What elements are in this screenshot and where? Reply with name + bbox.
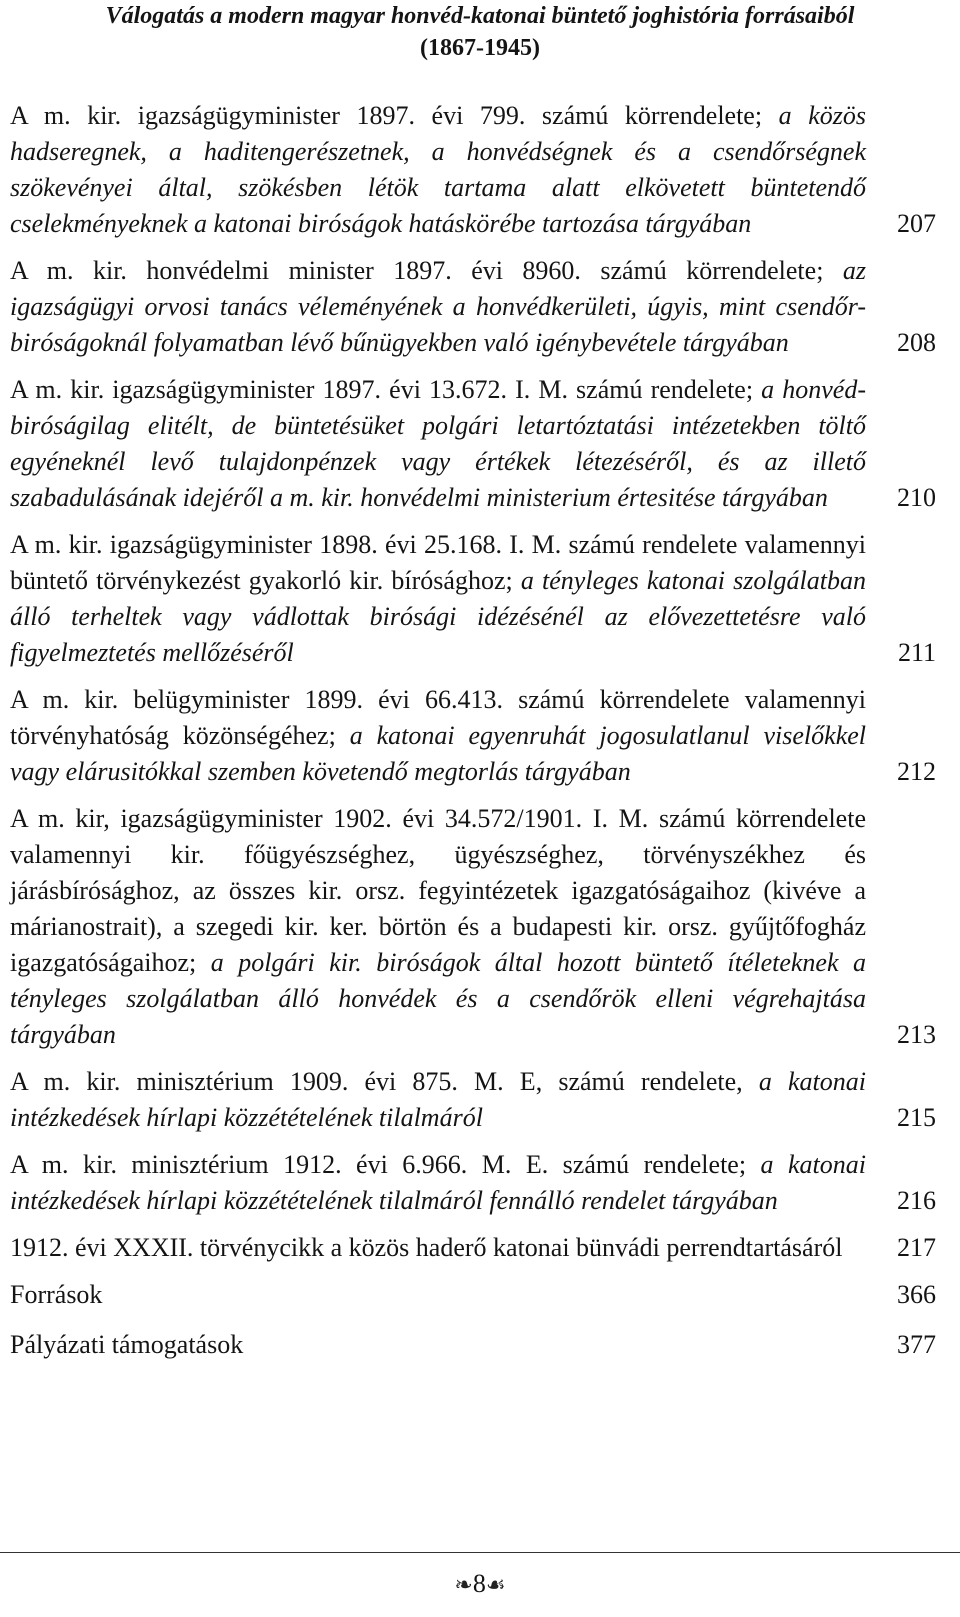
toc-entry-text — [10, 682, 866, 790]
toc-entry-italic: a katonai intézkedések hírlapi közzétételének tilalmáról fennálló rendelet tárgyában — [10, 1150, 866, 1215]
toc-entry-text — [10, 1327, 866, 1363]
toc-page-number: 210 — [897, 483, 936, 512]
toc-entry-text — [10, 1147, 866, 1219]
toc-page-number: 366 — [897, 1280, 936, 1309]
toc-entry-italic: a honvéd-biróságilag elitélt, de büntetésüket polgári letartóztatási intézetekben töltő egyéneknél levő tulajdonpénzek vagy értékek létezéséről, és az illető szabadulásának idejéről a m. kir. honvédelmi ministerium értesitése tárgyában — [10, 375, 866, 512]
toc-entry-plain: A m. kir. igazságügyminister 1897. évi 799. számú körrendelete; — [10, 101, 779, 130]
toc-page-number: 212 — [897, 757, 936, 786]
toc-page-number: 215 — [897, 1103, 936, 1132]
toc-entry — [10, 682, 936, 790]
toc-page-number: 217 — [897, 1233, 936, 1262]
ornament-left-icon: ❧ — [454, 1572, 473, 1597]
footer-divider — [0, 1552, 960, 1553]
toc-entry-plain: A m. kir. igazságügyminister 1898. évi 25.168. I. M. számú rendelete valamennyi büntető törvénykezést gyakorló kir. bírósághoz; — [10, 530, 866, 595]
toc-entry-plain: Források — [10, 1280, 103, 1309]
header-years: (1867-1945) — [420, 35, 540, 61]
toc-page-number: 216 — [897, 1186, 936, 1215]
toc-entry-text — [10, 1277, 866, 1313]
toc-entry-text — [10, 801, 866, 1053]
toc-entry-plain: A m. kir. minisztérium 1909. évi 875. M. E, számú rendelete, — [10, 1067, 759, 1096]
toc-entry-text — [10, 98, 866, 242]
toc-page-number: 211 — [897, 638, 936, 667]
toc-entry-plain: Pályázati támogatások — [10, 1330, 244, 1359]
toc-entry-text — [10, 1064, 866, 1136]
header-title: Válogatás a modern magyar honvéd-katonai büntető joghistória forrásaiból — [105, 3, 855, 29]
toc-entry — [10, 1147, 936, 1219]
toc-entry — [10, 1064, 936, 1136]
toc-entry — [10, 801, 936, 1053]
toc-entry-plain: A m. kir. minisztérium 1912. évi 6.966. M. E. számú rendelete; — [10, 1150, 761, 1179]
toc-entry-text — [10, 527, 866, 671]
toc-page-number: 377 — [897, 1330, 936, 1359]
toc-entry-italic: a közös hadseregnek, a haditengerészetnek, a honvédségnek és a csendőrségnek szökevényei által, szökésben létök tartama alatt elkövetett büntetendő cselekményeknek a katonai biróságok hatáskörébe tartozása tárgyában — [10, 101, 866, 238]
ornament-right-icon: ☙ — [485, 1572, 506, 1597]
toc-page-number: 208 — [897, 328, 936, 357]
toc-entry-italic: a polgári kir. biróságok által hozott büntető ítéleteknek a tényleges szolgálatban álló honvédek és a csendőrök elleni végrehajtása tárgyában — [10, 948, 866, 1049]
toc-entry — [10, 1277, 936, 1313]
toc-page-number: 213 — [897, 1020, 936, 1049]
toc-entry — [10, 1230, 936, 1266]
toc-entry — [10, 98, 936, 242]
toc-entry-plain: A m. kir, igazságügyminister 1902. évi 34.572/1901. I. M. számú körrendelete valamennyi kir. főügyészséghez, ügyészséghez, törvényszékhez és járásbírósághoz, az összes kir. orsz. fegyintézetek igazgatóságaihoz (kivéve a márianostrait), a szegedi kir. ker. börtön és a budapesti kir. orsz. gyűjtőfogház igazgatóságaihoz; — [10, 804, 866, 977]
toc-entry — [10, 253, 936, 361]
page-footer — [0, 1568, 960, 1601]
toc-page-number: 207 — [897, 209, 936, 238]
toc-entry-text — [10, 1230, 866, 1266]
toc-entry-italic: az igazságügyi orvosi tanács véleményének a honvédkerületi, úgyis, mint csendőr-biróságoknál folyamatban lévő bűnügyekben való igénybevétele tárgyában — [10, 256, 866, 357]
toc-entry — [10, 372, 936, 516]
page-number: 8 — [472, 1569, 486, 1598]
toc-entry-plain: A m. kir. igazságügyminister 1897. évi 13.672. I. M. számú rendelete; — [10, 375, 762, 404]
toc-entry-italic: a katonai intézkedések hírlapi közzétételének tilalmáról — [10, 1067, 866, 1132]
toc-entry-text — [10, 372, 866, 516]
table-of-contents — [10, 98, 936, 1377]
toc-entry-plain: A m. kir. belügyminister 1899. évi 66.413. számú körrendelete valamennyi törvényhatóság közönségéhez; — [10, 685, 866, 750]
running-header — [0, 0, 960, 64]
toc-entry — [10, 527, 936, 671]
toc-entry-text — [10, 253, 866, 361]
toc-entry — [10, 1327, 936, 1363]
toc-entry-italic: a katonai egyenruhát jogosulatlanul viselőkkel vagy elárusitókkal szemben követendő megtorlás tárgyában — [10, 721, 866, 786]
toc-entry-plain: A m. kir. honvédelmi minister 1897. évi 8960. számú körrendelete; — [10, 256, 843, 285]
toc-entry-italic: a tényleges katonai szolgálatban álló terheltek vagy vádlottak birósági idézésénél az elővezettetésre való figyelmeztetés mellőzéséről — [10, 566, 866, 667]
toc-entry-plain: 1912. évi XXXII. törvénycikk a közös haderő katonai bünvádi perrendtartásáról — [10, 1233, 843, 1262]
